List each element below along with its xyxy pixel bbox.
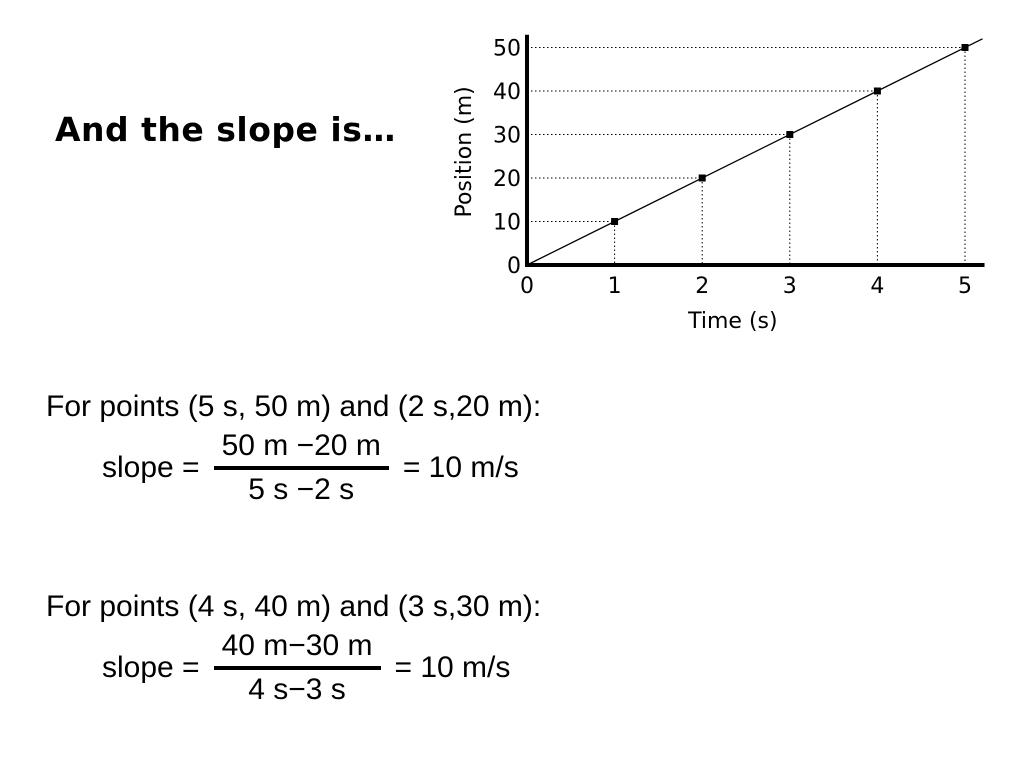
- x-tick-label: 4: [870, 274, 885, 299]
- x-tick-label: 1: [607, 274, 622, 299]
- slope-result: = 10 m/s: [394, 651, 511, 684]
- data-point: [786, 131, 793, 138]
- slope-label: slope =: [102, 451, 200, 484]
- fraction-numerator: 50 m −20 m: [221, 429, 381, 462]
- points-statement: For points (5 s, 50 m) and (2 s,20 m):: [46, 390, 542, 423]
- x-tick-label: 3: [782, 274, 797, 299]
- x-tick-label: 0: [520, 274, 534, 299]
- data-point: [611, 218, 618, 225]
- y-axis-label: Position (m): [452, 86, 477, 218]
- x-tick-label: 2: [695, 274, 710, 299]
- slope-calculation-2: [46, 590, 541, 708]
- y-tick-label: 30: [493, 123, 521, 149]
- slope-fraction: [214, 428, 389, 508]
- slope-formula: [102, 428, 541, 508]
- x-tick-label: 5: [958, 274, 972, 299]
- y-tick-label: 50: [493, 36, 521, 62]
- y-tick-label: 40: [493, 80, 521, 105]
- slope-fraction: [214, 628, 381, 708]
- fraction-numerator: 40 m−30 m: [221, 629, 373, 662]
- data-point: [699, 175, 706, 182]
- trend-line: [527, 39, 983, 265]
- data-point: [874, 88, 881, 95]
- y-tick-label: 20: [493, 167, 521, 192]
- fraction-denominator: 4 s−3 s: [248, 673, 346, 706]
- y-tick-label: 0: [507, 254, 521, 279]
- x-axis-label: Time (s): [688, 309, 778, 334]
- data-point: [962, 44, 969, 51]
- slope-label: slope =: [102, 651, 200, 684]
- y-tick-label: 10: [493, 210, 521, 236]
- position-time-chart: [440, 20, 1000, 350]
- points-statement: For points (4 s, 40 m) and (3 s,30 m):: [46, 590, 542, 623]
- slope-result: = 10 m/s: [402, 451, 519, 484]
- slide-heading: And the slope is…: [55, 110, 396, 149]
- fraction-denominator: 5 s −2 s: [248, 473, 355, 506]
- slope-formula: [102, 628, 541, 708]
- slope-calculation-1: [46, 390, 541, 508]
